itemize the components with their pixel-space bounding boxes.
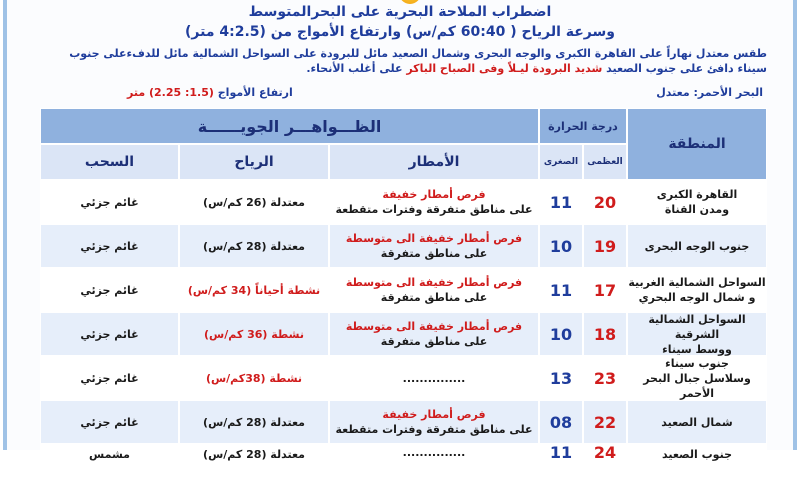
max-temp: 24 <box>583 444 627 488</box>
region-line-2: و شمال الوجه البحري <box>638 291 756 304</box>
clouds-forecast: غائم جزئي <box>40 268 179 312</box>
clouds-forecast: غائم جزئي <box>40 224 179 268</box>
rain-line-2: على مناطق متفرقة وفترات متقطعة <box>335 423 533 436</box>
column-header-phenomena: الظـــواهـــر الجويــــــة <box>40 108 539 144</box>
rain-forecast <box>329 312 539 356</box>
rain-line-1: فرص أمطار خفيفة <box>382 188 486 201</box>
rain-line-1: فرص أمطار خفيفة الى متوسطة <box>345 232 523 245</box>
rain-line-1: فرص أمطار خفيفة الى متوسطة <box>345 320 523 333</box>
rain-forecast <box>329 268 539 312</box>
region-line-1: جنوب سيناء <box>665 356 729 370</box>
column-header-wind: الرياح <box>179 144 329 180</box>
rain-line-1: فرص أمطار خفيفة الى متوسطة <box>345 276 523 289</box>
wave-height <box>127 86 293 99</box>
clouds-forecast: غائم جزئي <box>40 356 179 400</box>
min-temp: 11 <box>539 444 583 488</box>
max-temp: 23 <box>583 356 627 400</box>
max-temp: 22 <box>583 400 627 444</box>
rain-line-2: ............... <box>402 371 466 385</box>
table-row-region <box>627 268 767 312</box>
region-line-2: وسلاسل جبال البحر الأحمر <box>643 371 751 400</box>
region-line-1: جنوب الوجه البحرى <box>644 239 750 253</box>
table-row-region <box>627 180 767 224</box>
forecast-end-text: على أغلب الأنحاء. <box>306 62 407 75</box>
region-line-1: جنوب الصعيد <box>662 448 732 461</box>
wind-forecast: معتدلة (28 كم/س) <box>179 224 329 268</box>
column-header-region: المنطقة <box>627 108 767 180</box>
min-temp: 11 <box>539 180 583 224</box>
rain-forecast <box>329 400 539 444</box>
region-line-1: السواحل الشمالية الغربية <box>628 276 766 289</box>
wave-height-label: ارتفاع الأمواج <box>213 86 293 99</box>
wind-forecast: نشطة أحياناً (34 كم/س) <box>179 268 329 312</box>
clouds-forecast: مشمس <box>40 444 179 488</box>
column-header-rain: الأمطار <box>329 144 539 180</box>
table-row-region <box>627 356 767 400</box>
forecast-main-text: طقس معتدل نهاراً على القاهرة الكبرى والوجه البحرى وشمال الصعيد مائل للبرودة على السواحل الشمالية مائل للدفءعلى جنوب سيناء دافئ على جنوب الصعيد <box>69 47 767 75</box>
wind-forecast: نشطة (36 كم/س) <box>179 312 329 356</box>
max-temp: 17 <box>583 268 627 312</box>
min-temp: 11 <box>539 268 583 312</box>
navigation-warning-title: اضطراب الملاحة البحرية على البحرالمتوسط <box>248 4 552 20</box>
min-temp: 10 <box>539 312 583 356</box>
min-temp: 08 <box>539 400 583 444</box>
red-sea-status: البحر الأحمر: معتدل <box>656 86 763 99</box>
forecast-table <box>40 108 767 462</box>
clouds-forecast: غائم جزئي <box>40 400 179 444</box>
region-line-1: السواحل الشمالية الشرقية <box>648 312 746 341</box>
rain-forecast <box>329 444 539 488</box>
clouds-forecast: غائم جزئي <box>40 312 179 356</box>
rain-line-2: على مناطق متفرقة وفترات متقطعة <box>335 203 533 216</box>
forecast-paragraph <box>47 46 767 76</box>
wind-forecast: معتدلة (28 كم/س) <box>179 444 329 488</box>
forecast-red-text: شديد البرودة ليـلاً وفى الصباح الباكر <box>406 62 603 75</box>
wind-forecast: نشطة (38كم/س) <box>179 356 329 400</box>
rain-line-2: على مناطق متفرقة <box>380 247 488 260</box>
rain-forecast <box>329 180 539 224</box>
wave-height-value: (1.5: 2.25) متر <box>127 86 214 99</box>
table-row-region <box>627 444 767 488</box>
min-temp: 13 <box>539 356 583 400</box>
region-line-1: شمال الصعيد <box>661 415 733 429</box>
region-line-2: ومدن القناة <box>664 203 730 216</box>
region-line-2: ووسط سيناء <box>662 342 732 356</box>
table-row-region <box>627 312 767 356</box>
wind-waves-line <box>35 24 765 40</box>
max-temp: 20 <box>583 180 627 224</box>
column-header-clouds: السحب <box>40 144 179 180</box>
rain-forecast <box>329 356 539 400</box>
column-header-min: الصغرى <box>539 144 583 180</box>
rain-forecast <box>329 224 539 268</box>
max-temp: 18 <box>583 312 627 356</box>
wind-waves-text: وسرعة الرياح ( 60:40 كم/س) وارتفاع الأمواج من (4:2.5 متر) <box>185 24 615 40</box>
rain-line-2: على مناطق متفرقة <box>380 291 488 304</box>
rain-line-2: على مناطق متفرقة <box>380 335 488 348</box>
column-header-max: العظمى <box>583 144 627 180</box>
table-row-region <box>627 224 767 268</box>
table-row-region <box>627 400 767 444</box>
max-temp: 19 <box>583 224 627 268</box>
wind-forecast: معتدلة (28 كم/س) <box>179 400 329 444</box>
wind-forecast: معتدلة (26 كم/س) <box>179 180 329 224</box>
min-temp: 10 <box>539 224 583 268</box>
rain-line-2: ............... <box>402 446 466 459</box>
region-line-1: القاهرة الكبرى <box>656 188 738 201</box>
clouds-forecast: غائم جزئي <box>40 180 179 224</box>
rain-line-1: فرص أمطار خفيفة <box>382 408 486 421</box>
column-header-temperature: درجة الحرارة <box>539 108 627 144</box>
